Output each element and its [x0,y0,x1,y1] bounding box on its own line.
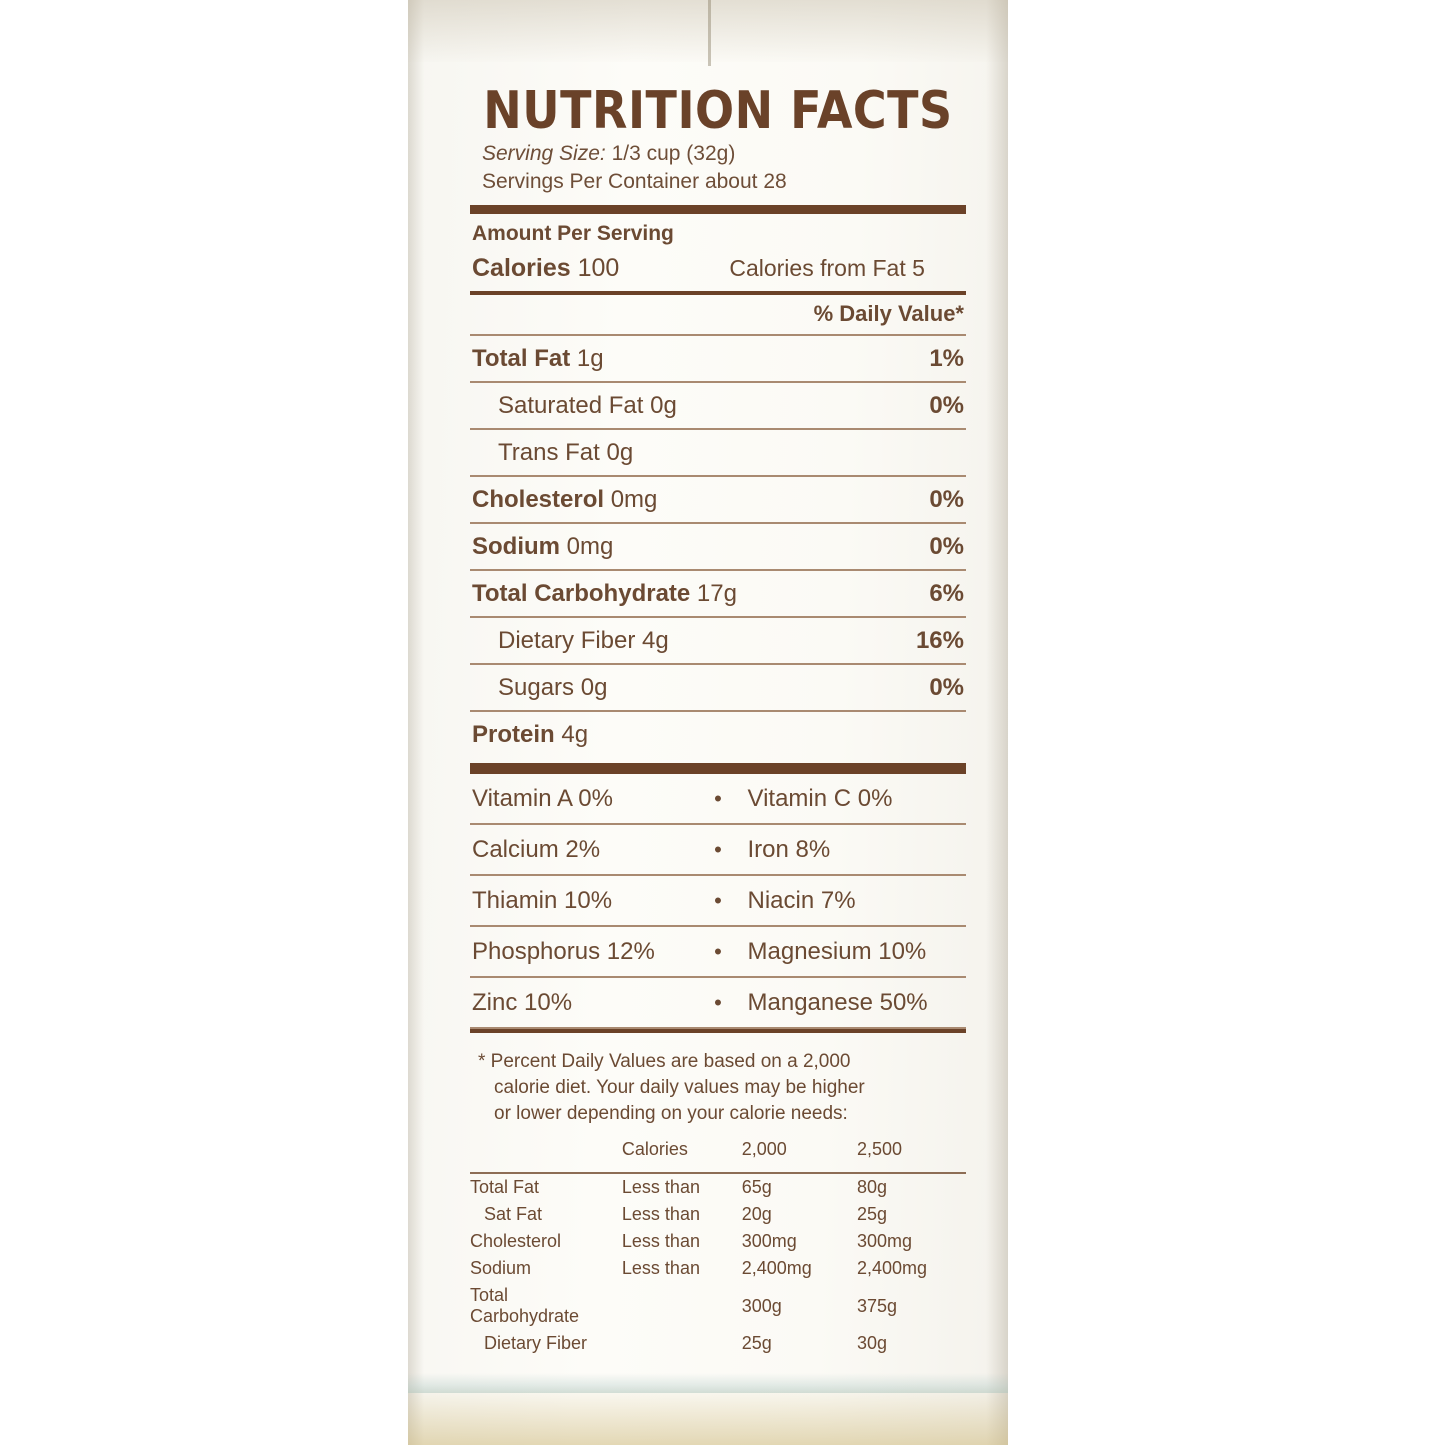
dv-row-less: Less than [621,1177,700,1198]
vitamin-left: Thiamin 10% [472,887,613,915]
nutrient-name [472,580,737,608]
vitamin-right: Vitamin C 0% [747,785,893,813]
nutrient-label: Dietary Fiber [498,627,636,655]
dv-row-2500: 375g [856,1295,898,1316]
footnote-line-1: * Percent Daily Values are based on a 2,000 [478,1051,851,1073]
dv-row-2000: 300mg [741,1231,797,1252]
nutrient-label: Saturated Fat [498,392,644,420]
rule-top-thick [470,205,966,214]
nutrient-dv: 0% [929,486,964,514]
nutrient-dv: 0% [929,674,964,702]
bullet-icon: • [714,990,722,1016]
nutrient-name [472,627,669,655]
table-row [470,571,966,618]
nutrient-amount: 4g [561,721,589,749]
footnote-line-2: calorie diet. Your daily values may be higher [494,1077,865,1099]
dv-row-2500: 300mg [856,1231,913,1252]
calories-label [472,254,619,283]
dv-row-2000: 65g [741,1177,772,1198]
table-row [470,336,966,383]
dv-row-label: Sodium [470,1258,532,1279]
calories-label-text: Calories [472,254,571,283]
dv-row-2500: 30g [856,1333,888,1354]
nutrient-dv: 6% [929,580,964,608]
header-calories: Calories [621,1139,688,1160]
nutrition-facts-label [444,62,992,1357]
rule-vitamins-bottom [470,1029,966,1033]
table-row [470,524,966,571]
vitamin-right: Magnesium 10% [747,938,927,966]
dv-row-2000: 300g [741,1295,782,1316]
header-2500: 2,500 [856,1139,903,1160]
table-row [470,825,966,876]
panel-left-edge-shadow [408,0,424,1445]
bullet-icon: • [714,939,722,965]
dv-row-label: Cholesterol [470,1231,562,1252]
table-header-rule [470,1166,966,1173]
bullet-icon: • [714,837,722,863]
table-row [470,383,966,430]
nutrient-amount: 4g [642,627,669,655]
servings-per-container: Servings Per Container about 28 [482,169,787,193]
dv-row-2000: 2,400mg [741,1258,812,1279]
table-row [470,1228,966,1255]
nutrient-amount: 0mg [566,533,614,561]
dv-row-less: Less than [621,1258,700,1279]
table-row [470,430,966,477]
rule-vitamins-top [470,763,966,774]
dv-row-2500: 2,400mg [856,1258,928,1279]
daily-value-reference-table [470,1136,966,1357]
nutrition-table [470,214,966,757]
nutrient-name [472,533,613,561]
table-header-row [470,1136,966,1166]
nutrient-amount: 0g [606,439,634,467]
dv-row-label: Total Carbohydrate [470,1285,580,1327]
panel-bottom-gold-stripe [408,1385,1008,1445]
dv-row-less [622,1330,742,1357]
serving-size-label: Serving Size: [482,142,606,165]
nutrient-dv: 16% [915,627,964,655]
package-panel [408,0,1008,1445]
table-row [470,774,966,825]
dv-row-less: Less than [621,1231,700,1252]
vitamin-right: Iron 8% [747,836,831,864]
nutrient-name [472,674,607,702]
serving-size-value: 1/3 cup (32g) [611,142,736,165]
calories-from-fat: Calories from Fat 5 [729,255,925,282]
nutrient-amount: 0g [580,674,608,702]
table-row [470,1330,966,1357]
daily-value-header: % Daily Value* [470,295,966,336]
table-row [470,927,966,978]
amount-per-serving-label: Amount Per Serving [472,222,674,246]
nutrient-name [472,345,604,373]
nutrient-label: Sugars [498,674,575,702]
table-row [470,978,966,1029]
dv-row-2000: 20g [741,1204,772,1225]
nutrient-label: Total Fat [472,345,571,373]
nutrient-amount: 0g [650,392,677,420]
header-spacer [470,1136,622,1166]
dv-row-2500: 80g [856,1177,888,1198]
nutrient-name [472,439,633,467]
table-row [470,1173,966,1201]
nutrient-dv: 0% [929,533,964,561]
table-row [470,1255,966,1282]
dv-row-label: Total Fat [470,1177,540,1198]
vitamin-right: Manganese 50% [747,989,928,1017]
nutrient-amount: 1g [576,345,604,373]
table-row [470,1201,966,1228]
table-row [470,618,966,665]
nutrient-label: Sodium [472,533,560,561]
nutrient-label: Total Carbohydrate [472,580,691,608]
dv-row-label: Dietary Fiber [484,1333,588,1354]
vitamin-left: Vitamin A 0% [472,785,613,813]
bullet-icon: • [714,786,722,812]
table-row [470,1282,966,1330]
nutrient-label: Cholesterol [472,486,605,514]
panel-top-seam [708,0,711,66]
nutrient-label: Trans Fat [498,439,600,467]
nutrient-amount: 0mg [610,486,658,514]
dv-row-less: Less than [621,1204,700,1225]
nutrient-amount: 17g [696,580,737,608]
vitamin-left: Phosphorus 12% [472,938,655,966]
footnote-line-3: or lower depending on your calorie needs: [494,1102,848,1124]
header-2000: 2,000 [741,1139,787,1160]
calories-row [470,250,966,295]
nutrient-name [472,486,657,514]
nutrient-label: Protein [472,721,555,749]
dv-row-less [622,1282,742,1330]
nutrient-name [472,721,588,749]
bullet-icon: • [714,888,722,914]
vitamin-left: Calcium 2% [472,836,601,864]
vitamin-right: Niacin 7% [747,887,856,915]
vitamins-table [470,774,966,1029]
table-row [470,876,966,927]
nutrient-dv: 0% [929,392,964,420]
dv-row-2500: 25g [856,1204,888,1225]
vitamin-left: Zinc 10% [472,989,573,1017]
table-row [470,665,966,712]
dv-row-2000: 25g [741,1333,772,1354]
serving-size-line [482,140,992,168]
nutrition-facts-title: NUTRITION FACTS [483,80,953,141]
table-row [470,477,966,524]
calories-value: 100 [577,254,620,283]
daily-value-footnote [478,1049,962,1126]
dv-row-label: Sat Fat [484,1204,543,1225]
nutrient-dv: 1% [929,345,964,373]
table-row [470,712,966,757]
nutrient-name [472,392,677,420]
